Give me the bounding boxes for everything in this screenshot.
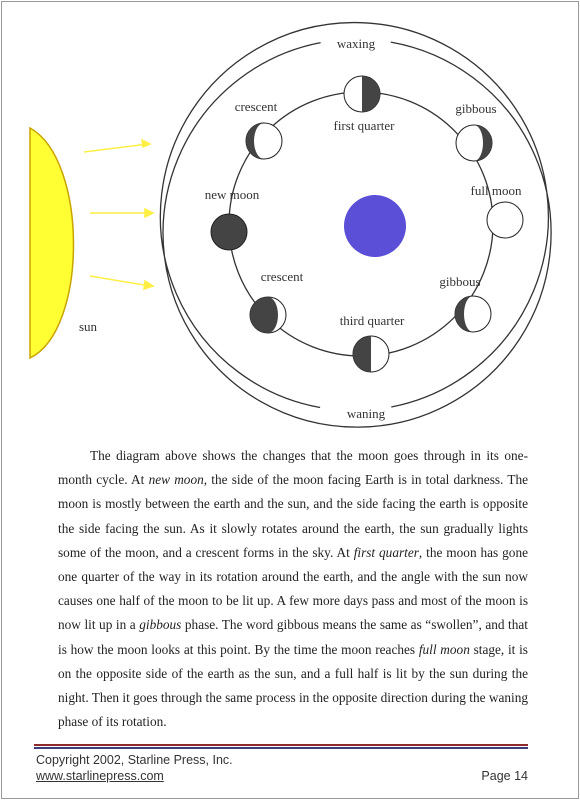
- waxing-label: waxing: [336, 36, 376, 51]
- label-first-quarter: first quarter: [333, 118, 395, 133]
- moon-crescent-waning: [250, 297, 286, 333]
- sun-shape: [30, 128, 74, 358]
- explanation-paragraph: [58, 444, 528, 734]
- label-crescent-top: crescent: [234, 99, 278, 114]
- footer-copyright: Copyright 2002, Starline Press, Inc.: [36, 753, 233, 767]
- waning-label: waning: [346, 406, 386, 421]
- label-third-quarter: third quarter: [339, 313, 405, 328]
- emphasis-first-quarter: first quarter: [353, 544, 419, 560]
- emphasis-gibbous: gibbous: [139, 617, 182, 633]
- body-text-2: , the side of the moon facing Earth is in total darkness. The moon is mostly between the earth and the sun, and the side facing the earth is opposite the side facing the sun. As it slowly rotates around the earth, the sun gradually lights some of the moon, and a crescent forms in the sky. At: [58, 472, 529, 560]
- label-gibbous-bottom: gibbous: [439, 274, 481, 289]
- moon-crescent-waxing: [246, 123, 282, 159]
- sunlight-arrows: [84, 140, 153, 289]
- moon-third-quarter: [353, 336, 389, 372]
- moon-gibbous-waxing: [456, 125, 492, 161]
- emphasis-full-moon: full moon: [418, 641, 470, 657]
- label-new-moon: new moon: [204, 187, 260, 202]
- label-full-moon: full moon: [470, 183, 522, 198]
- earth: [344, 195, 406, 257]
- body-text-3: , the moon has gone one quarter of the way in its rotation around the earth, and the angle with the sun now causes one half of the moon to be lit up. A few more days pass and most of the moon is now lit up in a: [58, 544, 528, 633]
- label-gibbous-top: gibbous: [455, 101, 497, 116]
- body-text-1: The diagram above shows the changes that the moon goes through in its one-month cycle. At: [58, 448, 528, 488]
- moon-full: [487, 202, 523, 238]
- body-text-5: stage, it is on the opposite side of the earth as the sun, and a full half is lit by the sun during the night. Then it goes through the same process in the opposite direction during the waning phase of its rotation.: [58, 641, 528, 730]
- footer-divider-blue: [34, 747, 528, 749]
- footer-divider-red: [34, 744, 528, 746]
- moon-new: [211, 214, 247, 250]
- footer-website-link[interactable]: www.starlinepress.com: [36, 769, 164, 783]
- body-text-4: phase. The word gibbous means the same as “swollen”, and that is how the moon looks at this point. By the time the moon reaches: [58, 617, 529, 657]
- sun-label: sun: [79, 319, 98, 334]
- moon-first-quarter: [344, 76, 380, 112]
- label-crescent-bottom: crescent: [260, 269, 304, 284]
- emphasis-new-moon: new moon: [148, 472, 204, 488]
- moon-gibbous-waning: [455, 296, 491, 332]
- page-number: Page 14: [481, 769, 528, 783]
